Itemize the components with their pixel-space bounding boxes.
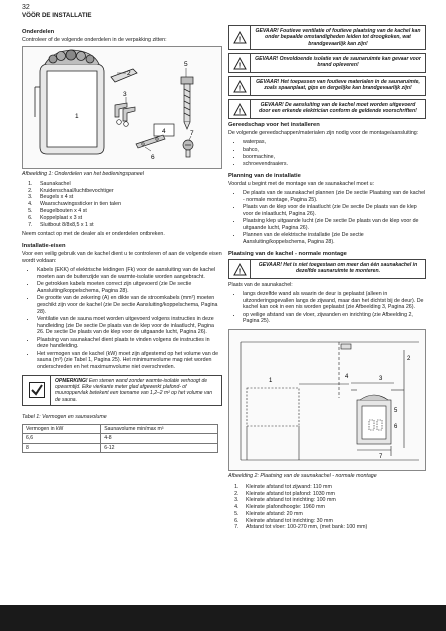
table-cell: 6,6 [23,434,101,444]
warning-box [228,53,426,73]
warning-box [228,76,426,96]
warning-text: GEVAAR! Foutieve ventilatie of foutieve plaatsing van de kachel kan onder bepaalde omstandigheden leiden tot droogkoken, wat brandgevaarlijk kan zijn! [255,28,421,47]
warning-text: GEVAAR! Het toepassen van foutieve materialen in de saunaruimte, zoals spaanplaat, gips en dergelijke kan brandgevaarlijk zijn! [256,79,420,92]
planning-heading: Planning van de installatie [228,172,301,179]
table-row [23,443,218,453]
list-item: • Plannen van de elektrische installatie (zie De sectie Aansluiting/koppelschema, Pagina 28). [242,232,426,246]
svg-text:!: ! [238,108,241,116]
list-item: • Kabels (EKK) of elektrische leidingen (Fk) voor de aansluiting van de kachel moeten aan de buitenzijde van de warmte-isolatie worden aangebracht. [36,267,222,281]
svg-text:!: ! [238,85,241,93]
list-item: • bahco, [242,147,426,154]
placement-figure [228,329,426,471]
warning-icon [233,31,247,44]
table-cell: 4-8 [101,434,218,444]
svg-text:!: ! [238,268,241,276]
tools-intro: De volgende gereedschappen/materialen zijn nodig voor de montage/aansluiting: [228,130,419,137]
warning-icon [233,263,247,276]
callout-3: 3 [379,376,383,383]
list-item: • Plaats van de klep voor de inlaatlucht (zie De sectie De plaats van de klep voor de inlaatlucht, Pagina 26). [242,204,426,218]
table-row [23,434,218,444]
tools-list [242,139,426,168]
planning-list [242,190,426,246]
right-column [228,25,426,531]
list-item: • De getrokken kabels moeten correct zijn uitgevoerd (zie De sectie Aansluiting/koppelschema, Pagina 28). [36,281,222,295]
note-label: OPMERKING! [55,377,88,384]
list-item: 5. Beugelbouten x 4 st [34,208,222,215]
list-item: 7. Sluitbout 8/8x8,5 x 1 st [34,222,222,229]
list-item: 5. Kleinste afstand: 20 mm [240,511,426,518]
list-item: 1. Kleinste afstand tot zijwand: 110 mm [240,484,426,491]
callout-2: 2 [407,356,411,363]
page-number: 32 [22,4,30,11]
coupling-plate-drawing [136,135,165,148]
list-item: • De plaats van de saunakachel plannen (zie De sectie Plaatsing van de kachel - normale montage, Pagina 25). [242,190,426,204]
warning-text: GEVAAR! De aansluiting van de kachel moet worden uitgevoerd door een erkende elektrician conform de geldende voorschriften! [259,102,417,115]
list-item: • schroevendraaiers. [242,161,426,168]
list-item: • Plaatsing van saunakachel dient plaats te vinden volgens de instructies in deze handleiding. [36,337,222,351]
callout-3: 3 [123,91,127,99]
placement-list [242,291,426,325]
warning-box [228,99,426,119]
callout-1: 1 [269,378,273,385]
note-text: Een stenen wand zonder warmte-isolatie verhoogt de opwarmtijd. Elke vierkante meter glad afgewerkt plafond- of muuroppervlak betekent een toename van 1,2–2 m² op het volume van de sauna. [55,377,213,403]
list-item: 3. Kleinste afstand tot inrichting: 100 mm [240,497,426,504]
brackets-drawing [115,103,135,126]
warning-box [228,25,426,50]
distance-list [240,484,426,531]
list-item: • boormachine, [242,154,426,161]
left-column [22,24,222,453]
requirements-intro: Voor een veilig gebruik van de kachel dient u te controleren of aan de volgende eisen wordt voldaan: [22,251,222,265]
footer-bar [0,605,446,631]
list-item: 4. Waarschuwingssticker in tien talen [34,201,222,208]
warning-icon [233,57,247,70]
callout-2: 2 [127,70,131,78]
note-box [22,375,222,406]
callout-7: 7 [379,454,383,461]
list-item: • Het vermogen van de kachel (kW) moet zijn afgestemd op het volume van de sauna (m³) (zie Tabel 1, Pagina 25). Het minimumvolume mag niet worden onderschreden en het maximumvolume niet overschreden. [36,351,222,371]
list-item: 1. Saunakachel [34,181,222,188]
page-title: VÖÖR DE INSTALLATIE [22,12,92,19]
placement-intro: Plaats van de saunakachel: [228,282,293,289]
requirements-heading: Installatie-eisen [22,243,66,250]
bolt-drawing [181,77,193,129]
list-item: • waterpas, [242,139,426,146]
list-item: • De grootte van de zekering (A) en dikte van de stroomkabels (mm²) moeten geschikt zijn voor de kachel (zie De sectie Aansluiting/koppelschema, Pagina 28). [36,295,222,315]
warning-box [228,259,426,279]
list-item: 3. Beugels x 4 st [34,194,222,201]
parts-intro: Controleer of de volgende onderdelen in de verpakking zitten: [22,37,167,44]
planning-intro: Voordat u begint met de montage van de saunakachel moet u: [228,181,375,188]
table-caption: Tabel 1: Vermogen en saunavolume [22,413,107,420]
heater-drawing [35,50,104,154]
list-item: 6. Kleinste afstand tot inrichting: 30 mm [240,518,426,525]
callout-5: 5 [394,408,398,415]
callout-4: 4 [345,374,349,381]
checkmark-icon [29,382,45,398]
callout-6: 6 [394,424,398,431]
callout-5: 5 [184,61,188,69]
herb-bowl-drawing [111,69,137,82]
list-item: 2. Kleinste afstand tot plafond: 1030 mm [240,491,426,498]
power-volume-table [22,424,218,454]
callout-7: 7 [190,130,194,138]
table-cell: 8 [23,443,101,453]
parts-heading: Onderdelen [22,29,55,35]
list-item: 2. Kruidenschaal/luchtbevochtiger [34,188,222,195]
table-header-cell: Vermogen in kW [23,424,101,434]
parts-list [34,181,222,228]
callout-4: 4 [162,128,166,136]
warning-icon [233,80,247,93]
warning-text: GEVAAR! Onvoldoende isolatie van de saunaruimte kan gevaar voor brand opleveren! [255,56,421,69]
warning-icon [233,103,247,116]
parts-figure [22,46,222,169]
tools-heading: Gereedschap voor het installeren [228,122,320,129]
svg-text:!: ! [238,62,241,70]
placement-heading: Plaatsing van de kachel - normale montage [228,250,347,257]
figure-2-caption: Afbeelding 2: Plaatsing van de saunakachel - normale montage [228,473,377,480]
table-header-cell: Saunavolume min/max m³ [101,424,218,434]
lock-bolt-drawing [183,140,193,157]
requirements-list [36,267,222,371]
list-item: 7. Afstand tot vloer: 100-270 mm, (met bank: 100 mm) [240,524,426,531]
list-item: • op veilige afstand van de vloer, zijwanden en inrichting (zie Afbeelding 2, Pagina 25). [242,312,426,326]
list-item: 6. Koppelplaat x 3 st [34,215,222,222]
missing-parts-note: Neem contact op met de dealer als er onderdelen ontbreken. [22,231,165,238]
warning-text: GEVAAR! Het is niet toegestaan om meer dan één saunakachel in dezelfde saunaruimte te monteren. [258,262,418,275]
table-header-row [23,424,218,434]
callout-6: 6 [151,154,155,162]
svg-text:!: ! [238,36,241,44]
list-item: • Ventilatie van de sauna moet worden uitgevoerd volgens instructies in deze handleiding (zie De sectie De plaats van de klep voor de inlaatlucht, Pagina 26. De sectie De plaats van de klep voor de uitgaande lucht, Pagina 26). [36,316,222,336]
parts-illustration [23,47,221,168]
callout-1: 1 [75,113,79,121]
list-item: 4. Kleinste plafondhoogte: 1960 mm [240,504,426,511]
list-item: • Plaatsing klep uitgaande lucht (zie De sectie De plaats van de klep voor de uitgaande lucht, Pagina 26). [242,218,426,232]
figure-1-caption: Afbeelding 1: Onderdelen van het bedieningspaneel [22,171,144,178]
placement-diagram [229,330,425,470]
table-cell: 6-12 [101,443,218,453]
list-item: • langs dezelfde wand als waarin de deur is geplaatst (alleen in uitzonderingsgevallen langs de zijwand, maar dan het dichtst bij de deur). De kachel kan ook in een nis worden geplaatst (zie Afbeelding 3, Pagina 26). [242,291,426,311]
